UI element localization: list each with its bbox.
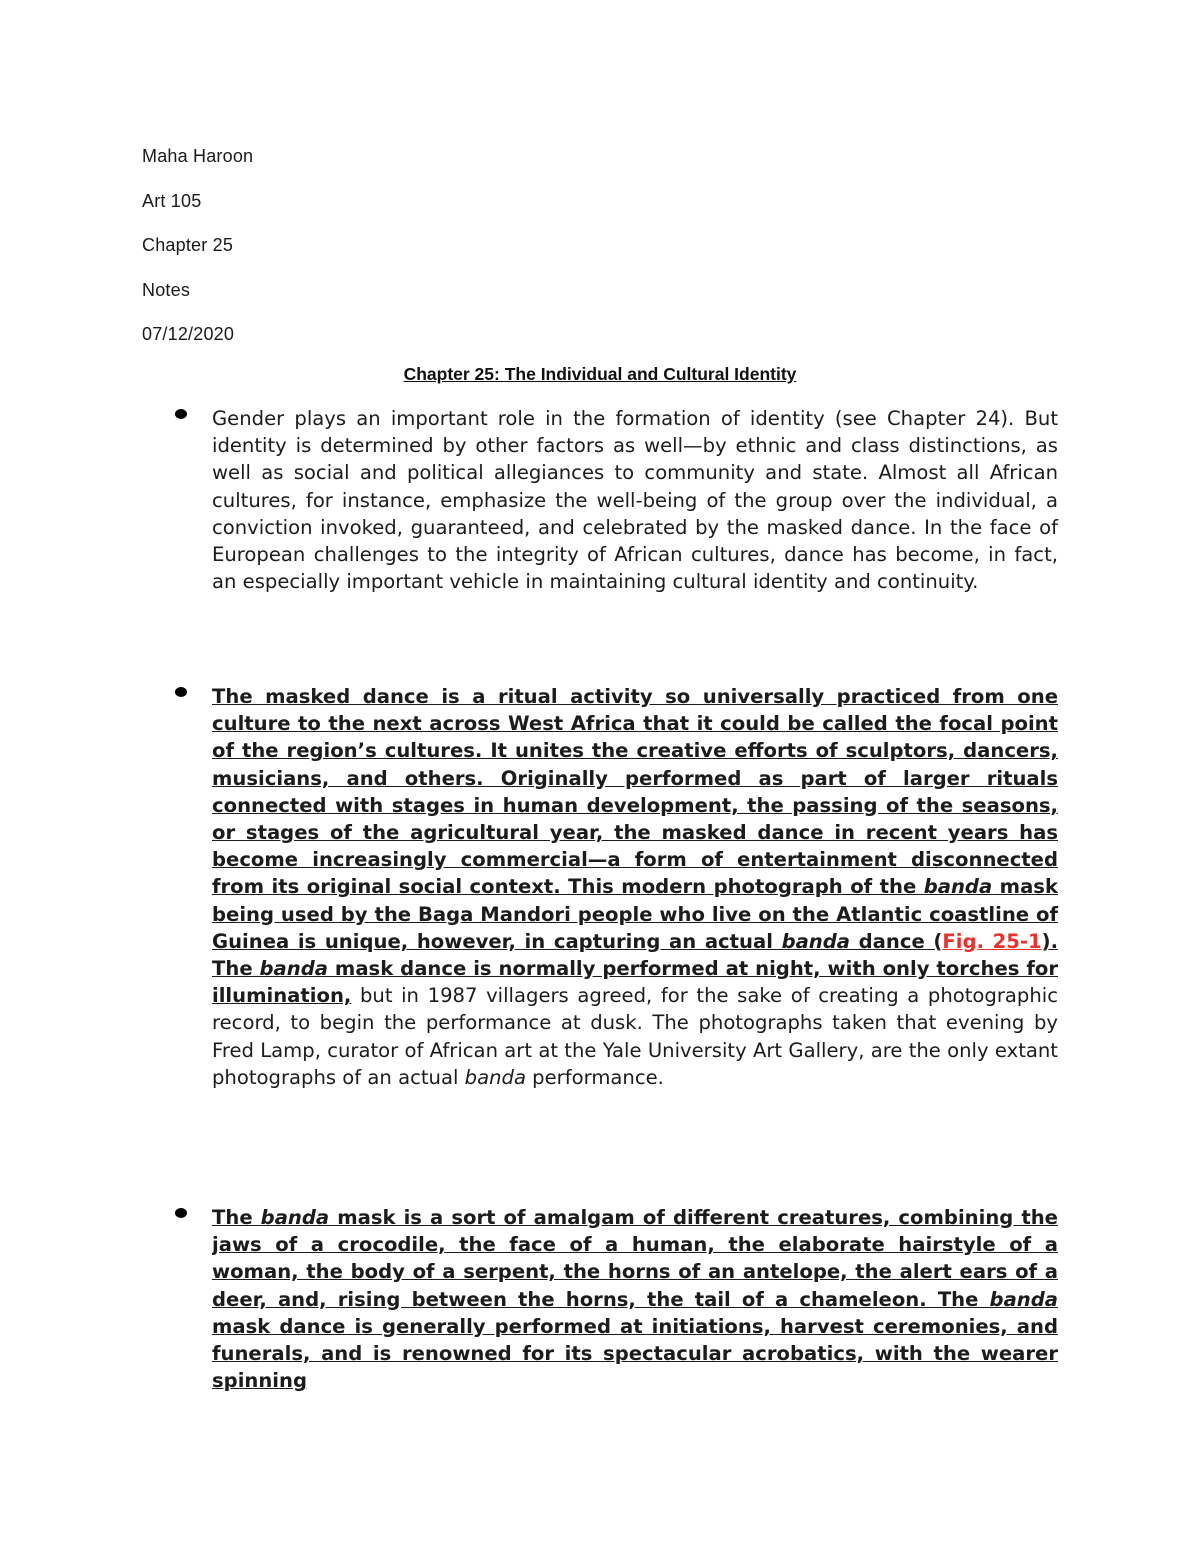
bullet-2-underlined-3: dance ( bbox=[850, 929, 943, 953]
bullet-dot-icon bbox=[175, 687, 187, 697]
bullet-3-underlined-2: mask is a sort of amalgam of different creatures, combining the jaws of a crocodile, the face of a human, the elaborate hairstyle of a woman, the body of a serpent, the horns of an antelope, the alert ears of a deer, and, rising between the horns, the tail of a chameleon. The bbox=[212, 1206, 1058, 1311]
bullet-3-banda-1: banda bbox=[260, 1206, 330, 1229]
document-title: Chapter 25: The Individual and Cultural Identity bbox=[403, 364, 797, 384]
bullet-3-banda-2: banda bbox=[989, 1287, 1058, 1311]
bullet-3-underlined-3: mask dance is generally performed at initiations, harvest ceremonies, and funerals, and is renowned for its spectacular acrobatics, with the wearer spinning bbox=[212, 1314, 1058, 1393]
bullet-2-banda-3: banda bbox=[259, 957, 328, 981]
bullet-2-underlined-4: ). The bbox=[212, 929, 1059, 981]
bullet-2-banda-2: banda bbox=[781, 929, 851, 953]
course-name: Art 105 bbox=[142, 190, 202, 211]
bullet-2-underlined-1: The masked dance is a ritual activity so universally practiced from one culture to the next across West Africa that it could be called the focal point of the region’s cultures. It unites the creative efforts of sculptors, dancers, musicians, and others. Originally performed as part of larger rituals connected with stages in human development, the passing of the seasons, or stages of the agricultural year, the masked dance in recent years has become increasingly commercial—a form of entertainment disconnected from its original social context. This modern photograph of the bbox=[212, 685, 1058, 899]
bullet-paragraph-2 bbox=[212, 683, 1058, 1091]
bullet-2-underlined-2: mask being used by the Baga Mandori people who live on the Atlantic coastline of Guinea is unique, however, in capturing an actual bbox=[212, 875, 1058, 953]
bullet-1-text: Gender plays an important role in the formation of identity (see Chapter 24). But identity is determined by other factors as well—by ethnic and class distinctions, as well as social and political allegiances to community and state. Almost all African cultures, for instance, emphasize the well-being of the group over the individual, a conviction invoked, guaranteed, and celebrated by the masked dance. In the face of European challenges to the integrity of African cultures, dance has become, in fact, an especially important vehicle in maintaining cultural identity and continuity. bbox=[212, 407, 1058, 594]
bullet-2-banda-4: banda bbox=[464, 1065, 526, 1089]
header-block bbox=[142, 142, 253, 365]
figure-link[interactable]: Fig. 25-1 bbox=[942, 929, 1042, 953]
bullet-2-plain-1: but in 1987 villagers agreed, for the sake of creating a photographic record, to begin the performance at dusk. The photographs taken that evening by Fred Lamp, curator of African art at the Yale University Art Gallery, are the only extant photographs of an actual bbox=[212, 984, 1058, 1089]
bullet-paragraph-1 bbox=[212, 405, 1058, 595]
bullet-2-plain-2: performance. bbox=[525, 1065, 664, 1089]
bullet-3-underlined-1: The bbox=[212, 1206, 261, 1229]
doc-type: Notes bbox=[142, 279, 191, 300]
bullet-2-underlined-5: mask dance is normally performed at night, with only torches for illumination, bbox=[212, 957, 1058, 1008]
author-name: Maha Haroon bbox=[142, 146, 254, 166]
bullet-dot-icon bbox=[175, 1208, 187, 1218]
doc-date: 07/12/2020 bbox=[142, 324, 235, 344]
bullet-paragraph-3 bbox=[212, 1204, 1058, 1394]
bullet-dot-icon bbox=[175, 409, 187, 419]
chapter-label: Chapter 25 bbox=[142, 235, 234, 255]
bullet-2-banda-1: banda bbox=[923, 875, 993, 899]
